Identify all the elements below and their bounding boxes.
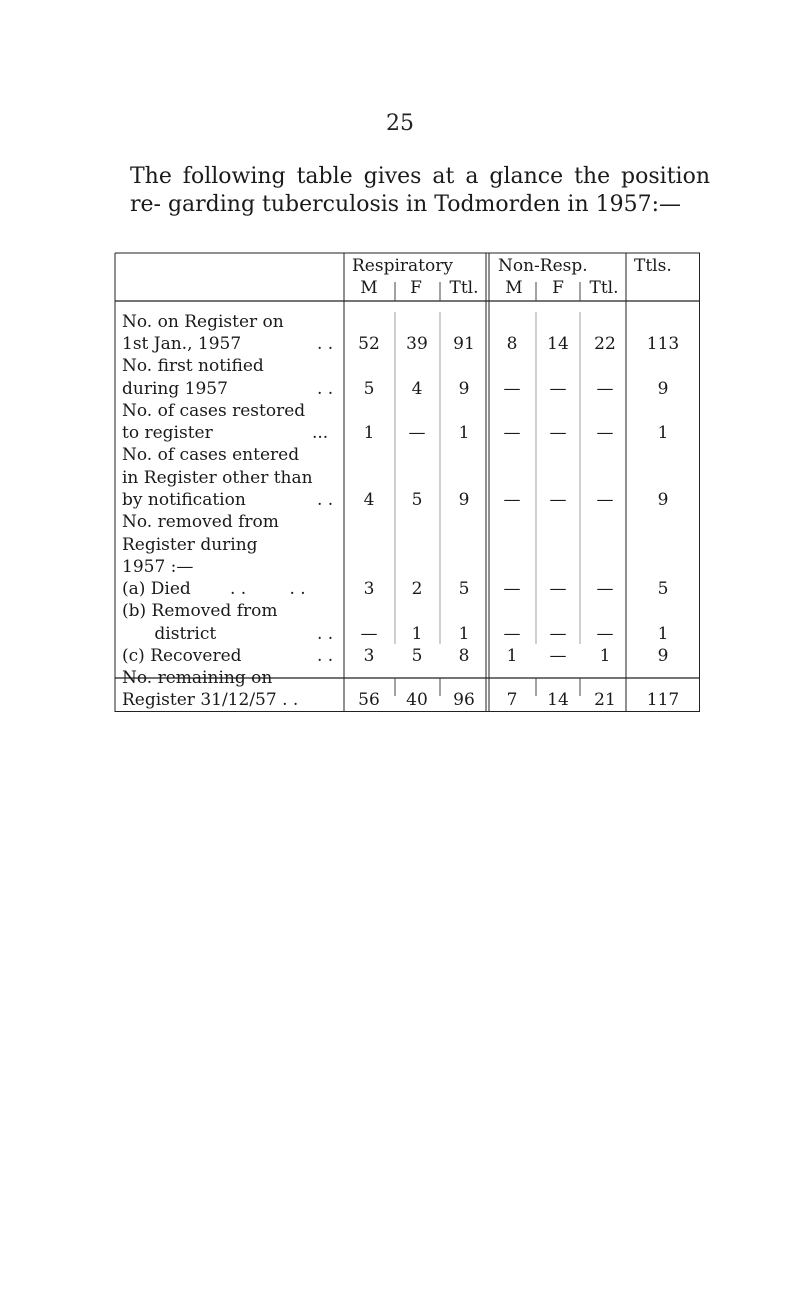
cell-resp-f: 5 — [411, 490, 423, 510]
row-leader: . . — [317, 646, 334, 666]
cell-nonresp-f: — — [549, 490, 567, 510]
cell-nonresp-f: — — [549, 579, 567, 599]
row-label: (c) Recovered — [122, 646, 242, 666]
cell-nonresp-m: — — [503, 379, 521, 399]
cell-resp-m: 3 — [363, 646, 375, 666]
subheader-resp-ttl: Ttl. — [449, 278, 479, 298]
cell-nonresp-f: — — [549, 646, 567, 666]
cell-nonresp-m: 1 — [506, 646, 518, 666]
total-cell-resp-ttl: 96 — [453, 690, 475, 710]
row-label: (b) Removed from — [122, 601, 278, 621]
cell-nonresp-ttl: — — [596, 423, 614, 443]
cell-resp-ttl: 9 — [458, 490, 470, 510]
header-non-resp: Non-Resp. — [498, 256, 588, 276]
cell-nonresp-ttl: — — [596, 490, 614, 510]
cell-resp-ttl: 1 — [458, 423, 470, 443]
cell-total: 113 — [646, 334, 680, 354]
tuberculosis-table — [112, 252, 700, 712]
cell-resp-ttl: 9 — [458, 379, 470, 399]
row-label: district — [122, 624, 217, 644]
cell-resp-ttl: 8 — [458, 646, 470, 666]
header-totals: Ttls. — [634, 256, 672, 276]
cell-resp-f: — — [408, 423, 426, 443]
page-number: 25 — [386, 111, 414, 136]
cell-nonresp-ttl: 1 — [599, 646, 611, 666]
cell-resp-m: 3 — [363, 579, 375, 599]
subheader-nonresp-f: F — [552, 278, 564, 298]
total-row-label: Register 31/12/57 . . — [122, 690, 299, 710]
cell-nonresp-m: — — [503, 490, 521, 510]
total-cell-nonresp-m: 7 — [506, 690, 518, 710]
cell-nonresp-m: 8 — [506, 334, 518, 354]
cell-nonresp-f: 14 — [547, 334, 569, 354]
cell-nonresp-ttl: — — [596, 624, 614, 644]
cell-resp-f: 39 — [406, 334, 428, 354]
cell-nonresp-m: — — [503, 423, 521, 443]
cell-nonresp-ttl: — — [596, 579, 614, 599]
subheader-resp-m: M — [360, 278, 378, 298]
cell-resp-ttl: 91 — [453, 334, 475, 354]
row-label: No. on Register on — [122, 312, 284, 332]
total-cell-nonresp-f: 14 — [547, 690, 569, 710]
cell-resp-f: 1 — [411, 624, 423, 644]
row-label: 1st Jan., 1957 — [122, 334, 242, 354]
cell-nonresp-m: — — [503, 579, 521, 599]
row-label: 1957 :— — [122, 557, 194, 577]
row-leader: . . . . — [230, 579, 306, 599]
cell-resp-m: 4 — [363, 490, 375, 510]
row-label: No. of cases entered — [122, 445, 300, 465]
cell-total: 9 — [657, 646, 669, 666]
cell-resp-f: 4 — [411, 379, 423, 399]
total-cell-nonresp-ttl: 21 — [594, 690, 616, 710]
row-label: No. of cases restored — [122, 401, 306, 421]
row-leader: . . — [317, 490, 334, 510]
row-label: during 1957 — [122, 379, 228, 399]
row-label: No. first notified — [122, 356, 264, 376]
total-cell-resp-f: 40 — [406, 690, 428, 710]
row-leader: . . — [317, 379, 334, 399]
cell-nonresp-f: — — [549, 624, 567, 644]
cell-nonresp-f: — — [549, 423, 567, 443]
cell-nonresp-f: — — [549, 379, 567, 399]
row-label: to register — [122, 423, 213, 443]
row-leader: ... — [312, 423, 329, 443]
row-leader: . . — [317, 334, 334, 354]
cell-resp-m: 52 — [358, 334, 380, 354]
cell-total: 9 — [657, 379, 669, 399]
cell-resp-m: 5 — [363, 379, 375, 399]
cell-resp-ttl: 5 — [458, 579, 470, 599]
header-respiratory: Respiratory — [352, 256, 453, 276]
cell-nonresp-ttl: — — [596, 379, 614, 399]
cell-resp-m: 1 — [363, 423, 375, 443]
row-leader: . . — [317, 624, 334, 644]
total-row-label: No. remaining on — [122, 668, 273, 688]
total-cell-total: 117 — [646, 690, 680, 710]
row-label: Register during — [122, 535, 258, 555]
subheader-nonresp-ttl: Ttl. — [589, 278, 619, 298]
subheader-resp-f: F — [410, 278, 422, 298]
row-label: in Register other than — [122, 468, 313, 488]
cell-nonresp-m: — — [503, 624, 521, 644]
cell-total: 1 — [657, 624, 669, 644]
cell-resp-f: 5 — [411, 646, 423, 666]
cell-nonresp-ttl: 22 — [594, 334, 616, 354]
cell-resp-m: — — [360, 624, 378, 644]
total-cell-resp-m: 56 — [358, 690, 380, 710]
cell-total: 9 — [657, 490, 669, 510]
cell-resp-ttl: 1 — [458, 624, 470, 644]
subheader-nonresp-m: M — [505, 278, 523, 298]
row-label: No. removed from — [122, 512, 279, 532]
cell-total: 1 — [657, 423, 669, 443]
row-label: (a) Died — [122, 579, 191, 599]
row-label: by notification — [122, 490, 246, 510]
cell-total: 5 — [657, 579, 669, 599]
intro-paragraph: The following table gives at a glance the position re- garding tuberculosis in Todmorden in 1957:— — [130, 164, 710, 217]
cell-resp-f: 2 — [411, 579, 423, 599]
